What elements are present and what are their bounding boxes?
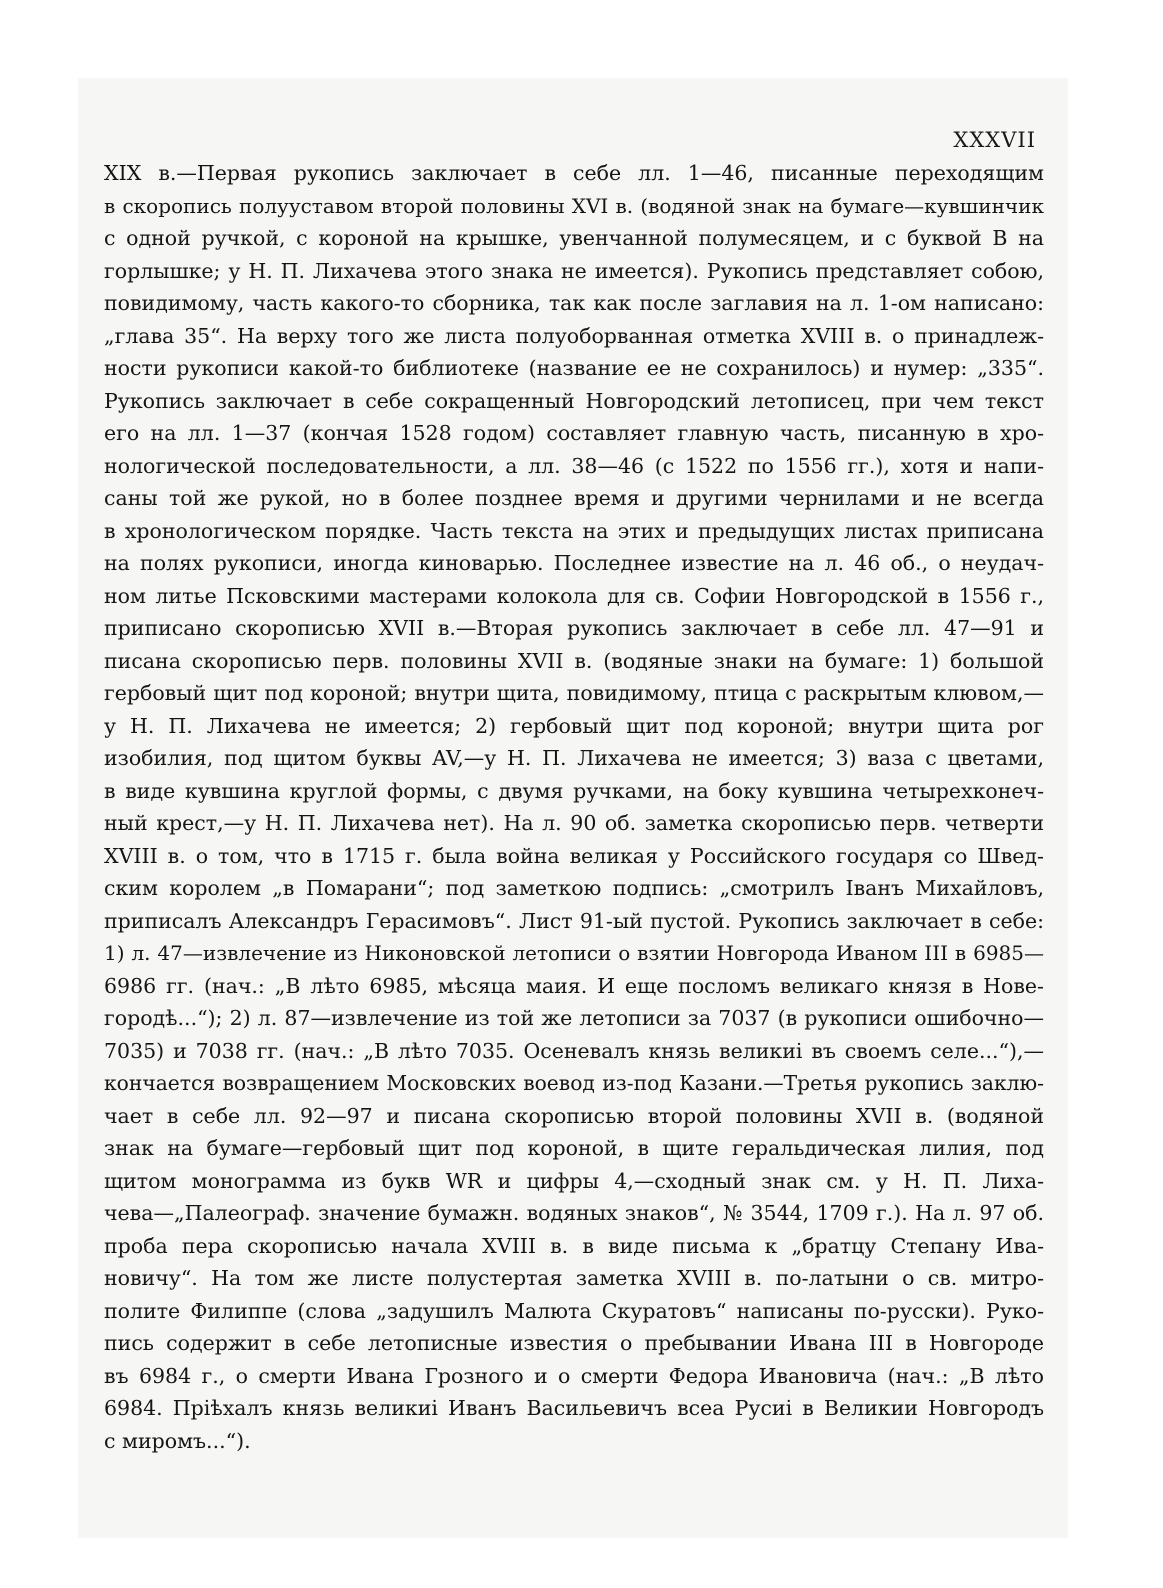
text-line: писана скорописью перв. половины XVII в. (водяные знаки на бумаге: 1) большой: [104, 648, 1044, 673]
text-line: новичу“. На том же листе полустертая заметка XVIII в. по-латыни о св. митро-: [104, 1266, 1044, 1290]
text-line: саны той же рукой, но в более позднее время и другими чернилами и не всегда: [104, 486, 1044, 510]
text-line: с одной ручкой, с короной на крышке, увенчанной полумесяцем, и с буквой В на: [104, 226, 1044, 250]
text-line: в хронологическом порядке. Часть текста на этих и предыдущих листах приписана: [104, 518, 1044, 543]
text-line: кончается возвращением Московских воевод из-под Казани.—Третья рукопись заклю-: [104, 1071, 1044, 1095]
text-line: приписано скорописью XVII в.—Вторая рукопись заключает в себе лл. 47—91 и: [104, 616, 1044, 640]
text-line: 6984. Пріѣхалъ князь великиі Иванъ Васильевичъ всеа Русиі в Великии Новгородъ: [104, 1396, 1044, 1420]
text-line: XVIII в. о том, что в 1715 г. была война великая у Российского государя со Швед-: [104, 843, 1044, 868]
text-line: горлышке; у Н. П. Лихачева этого знака не имеется). Рукопись представляет собою,: [104, 258, 1044, 283]
text-line: у Н. П. Лихачева не имеется; 2) гербовый щит под короной; внутри щита рог: [104, 713, 1044, 738]
text-line: в скоропись полууставом второй половины XVI в. (водяной знак на бумаге—кувшинчик: [104, 193, 1044, 218]
text-line: полите Филиппе (слова „задушилъ Малюта Скуратовъ“ написаны по-русски). Руко-: [104, 1298, 1044, 1323]
document-page: [78, 78, 1068, 1538]
text-line: ном литье Псковскими мастерами колокола для св. Софии Новгородской в 1556 г.,: [104, 583, 1044, 608]
text-line: приписалъ Александръ Герасимовъ“. Лист 91-ый пустой. Рукопись заключает в себе:: [104, 908, 1044, 933]
text-line: пись содержит в себе летописные известия о пребывании Ивана III в Новгороде: [104, 1331, 1044, 1355]
text-line: ским королем „в Помарани“; под заметкою подпись: „смотрилъ Іванъ Михайловъ,: [104, 876, 1044, 900]
text-line: въ 6984 г., о смерти Ивана Грозного и о смерти Федора Ивановича (нач.: „В лѣто: [104, 1363, 1044, 1388]
text-line: 6986 гг. (нач.: „В лѣто 6985, мѣсяца маия. И еще посломъ великаго князя в Нове-: [104, 973, 1044, 998]
text-line: чева—„Палеограф. значение бумажн. водяных знаков“, № 3544, 1709 г.). На л. 97 об.: [104, 1201, 1044, 1225]
text-line: с миромъ...“).: [104, 1428, 251, 1453]
text-line: XIX в.—Первая рукопись заключает в себе лл. 1—46, писанные переходящим: [104, 161, 1044, 185]
text-line: его на лл. 1—37 (кончая 1528 годом) составляет главную часть, писанную в хро-: [104, 421, 1044, 445]
text-line: проба пера скорописью начала XVIII в. в виде письма к „братцу Степану Ива-: [104, 1233, 1044, 1258]
text-line: „глава 35“. На верху того же листа полуоборванная отметка XVIII в. о принадлеж-: [104, 323, 1044, 348]
text-line: ности рукописи какой-то библиотеке (название ее не сохранилось) и нумер: „335“.: [104, 356, 1044, 380]
text-line: Рукопись заключает в себе сокращенный Новгородский летописец, при чем текст: [104, 388, 1044, 413]
text-line: 1) л. 47—извлечение из Никоновской летописи о взятии Новгорода Иваном III в 6985—: [104, 941, 1044, 965]
page-number: XXXVII: [953, 128, 1036, 152]
text-line: щитом монограмма из букв WR и цифры 4,—сходный знак см. у Н. П. Лиха-: [104, 1168, 1044, 1193]
text-line: городѣ...“); 2) л. 87—извлечение из той же летописи за 7037 (в рукописи ошибочно—: [104, 1006, 1044, 1030]
text-line: знак на бумаге—гербовый щит под короной, в щите геральдическая лилия, под: [104, 1136, 1044, 1160]
text-line: повидимому, часть какого-то сборника, так как после заглавия на л. 1-ом написано:: [104, 291, 1044, 315]
text-line: гербовый щит под короной; внутри щита, повидимому, птица с раскрытым клювом,—: [104, 681, 1044, 705]
text-line: изобилия, под щитом буквы AV,—у Н. П. Лихачева не имеется; 3) ваза с цветами,: [104, 746, 1044, 770]
text-line: на полях рукописи, иногда киноварью. Последнее известие на л. 46 об., о неудач-: [104, 551, 1044, 575]
body-text: [104, 157, 1044, 1457]
text-line: 7035) и 7038 гг. (нач.: „В лѣто 7035. Осеневалъ князь великиі въ своемъ селе...“),—: [104, 1038, 1044, 1063]
text-line: в виде кувшина круглой формы, с двумя ручками, на боку кувшина четырехконеч-: [104, 778, 1044, 803]
text-line: чает в себе лл. 92—97 и писана скорописью второй половины XVII в. (водяной: [104, 1103, 1044, 1128]
text-line: нологической последовательности, а лл. 38—46 (с 1522 по 1556 гг.), хотя и напи-: [104, 453, 1044, 478]
text-line: ный крест,—у Н. П. Лихачева нет). На л. 90 об. заметка скорописью перв. четверти: [104, 811, 1044, 835]
